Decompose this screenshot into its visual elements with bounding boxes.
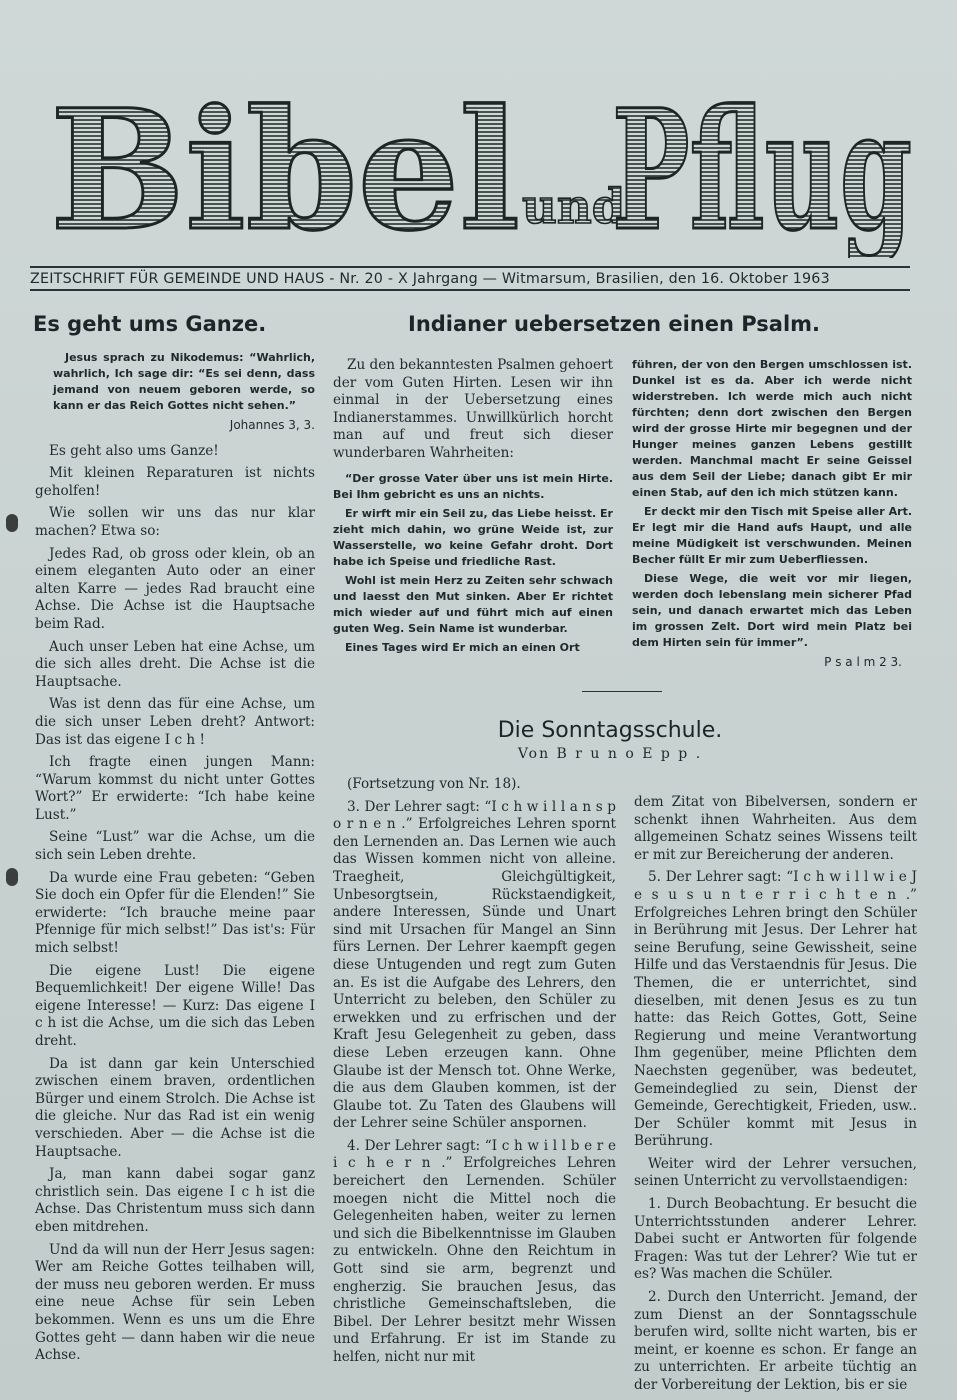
- article3-byline: Von B r u n o E p p .: [517, 746, 703, 762]
- article3-paragraph: 1. Durch Beobachtung. Er besucht die Unterrichtsstunden anderer Lehrer. Dabei sucht er Antworten für folgende Fragen: Was tut der Lehrer? Wie tut er es? Was machen die Schüler.: [634, 1196, 917, 1283]
- article3-paragraph: Weiter wird der Lehrer versuchen, seinen Unterricht zu vervollstaendigen:: [634, 1155, 917, 1190]
- article1-paragraph: Da ist dann gar kein Unterschied zwischen einem braven, ordentlichen Bürger und einem Strolch. Die Achse ist die gleiche. Nur das Rad ist ein wenig verschieden. Aber — die Achse ist die Hauptsache.: [35, 1055, 315, 1160]
- article1-paragraph: Mit kleinen Reparaturen ist nichts geholfen!: [35, 465, 315, 499]
- article1-paragraph: Wie sollen wir uns das nur klar machen? Etwa so:: [35, 505, 315, 539]
- article2-psalm-left: [333, 471, 613, 656]
- article2-intro: Zu den bekanntesten Psalmen gehoert der vom Guten Hirten. Lesen wir ihn einmal in der Uebersetzung eines Indianerstammes. Unwillkürlich horcht man auf und freut sich dieser wunderbaren Wahrheiten:: [333, 357, 613, 461]
- masthead-title-main: Bibel: [50, 73, 520, 258]
- article3-right-column: [634, 794, 917, 1400]
- article1-paragraph: Ich fragte einen jungen Mann: “Warum kommst du nicht unter Gottes Wort?” Er erwiderte: “Ich habe keine Lust.”: [35, 754, 315, 823]
- psalm-paragraph: “Der grosse Vater über uns ist mein Hirte. Bei Ihm gebricht es uns an nichts.: [333, 471, 613, 501]
- article1-paragraph: Es geht also ums Ganze!: [49, 442, 219, 459]
- psalm-paragraph: Er wirft mir ein Seil zu, das Liebe heisst. Er zieht mich dahin, wo grüne Weide ist, zur Wasserstelle, wo keine Gefahr droht. Dort habe ich Speise und friedliche Rast.: [333, 506, 613, 568]
- masthead: [30, 58, 927, 258]
- article3-paragraph: 3. Der Lehrer sagt: “I c h w i l l a n s p o r n e n .” Erfolgreiches Lehren spornt den Lernenden an. Das Lernen wie auch das Wissen kommen nicht von alleine. Traegheit, Gleichgültigkeit, Unbesorgtsein, Rückstaendigkeit, andere Interessen, Sünde und Unart sind mit Ursachen für Mangel an Sinn fürs Lernen. Der Lehrer kaempft gegen diese Untugenden und regt zum Guten an. Es ist die Aufgabe des Lehrers, den Unterricht zu beleben, den Schüler zu erwekken und zu erfrischen und der Kraft Jesu Gelegenheit zu geben, dass diese Leben erzeugen kann. Ohne Glaube ist der Mensch tot. Ohne Werke, die aus dem Glauben kommen, ist der Glaube tot. Zu Taten des Glaubens will der Lehrer seine Schüler anspornen.: [333, 798, 616, 1132]
- article1-paragraph: Seine “Lust” war die Achse, um die sich sein Leben drehte.: [35, 829, 315, 864]
- masthead-logo: [30, 58, 927, 258]
- section-divider: [582, 691, 662, 692]
- masthead-title-und: und: [522, 179, 626, 235]
- article1-quote-ref: Johannes 3, 3.: [229, 418, 315, 432]
- article3-continued: (Fortsetzung von Nr. 18).: [347, 776, 521, 792]
- masthead-title-end: Pflug: [612, 73, 912, 258]
- imprint-line: ZEITSCHRIFT FÜR GEMEINDE UND HAUS - Nr. 20 - X Jahrgang — Witmarsum, Brasilien, den 16. Oktober 1963: [30, 266, 910, 291]
- article1-paragraph: Und da will nun der Herr Jesus sagen: Wer am Reiche Gottes teilhaben will, der muss neu geboren werden. Er muss eine neue Achse für sein Leben bekommen. Wenn es uns um die Ehre Gottes geht — dann haben wir die neue Achse.: [35, 1241, 315, 1364]
- article3-paragraph: 4. Der Lehrer sagt: “I c h w i l l b e r e i c h e r n .” Erfolgreiches Lehren bereichert den Lernenden. Schüler moegen nicht die Mittel noch die Gelegenheiten haben, weiter zu lernen und sich die Bibelkenntnisse im Glauben zu entwickeln. Ohne den Reichtum in Gott sind sie arm, begrenzt und engherzig. Sie brauchen Jesus, das christliche Gemeinschaftsleben, die Bibel. Der Lehrer besitzt mehr Wissen und Erfahrung. Er ist im Stande zu helfen, nicht nur mit: [333, 1137, 616, 1365]
- article3-paragraph: 5. Der Lehrer sagt: “I c h w i l l w i e J e s u s u n t e r r i c h t e n .” Erfolgreiches Lehren bringt den Schüler in Berührung mit Jesus. Der Lehrer hat seine Berufung, seine Gewissheit, seine Hilfe und das Verstaendnis für Jesus. Die Themen, die er unterrichtet, sind dieselben, mit denen Jesus es zu tun hatte: das Reich Gottes, Gott, Seine Regierung und meine Verantwortung Ihm gegenüber, meine Pflichten dem Naechsten gegenüber, was bedeutet, Gemeindeglied zu sein, Dienst der Gemeinde, Gerechtigkeit, Frieden, usw.. Der Schüler kommt mit Jesus in Berührung.: [634, 869, 917, 1150]
- article1-paragraph: Was ist denn das für eine Achse, um die sich unser Leben dreht? Antwort: Das ist das eigene I c h !: [35, 696, 315, 748]
- psalm-paragraph: Er deckt mir den Tisch mit Speise aller Art. Er legt mir die Hand aufs Haupt, und alle meine Müdigkeit ist verschwunden. Meinen Becher füllt Er mir zum Ueberfliessen.: [632, 505, 912, 566]
- psalm-reference: P s a l m 2 3.: [824, 655, 902, 669]
- article2-right-column: [632, 357, 912, 680]
- article1-paragraph: Ja, man kann dabei sogar ganz christlich sein. Das eigene I c h ist die Achse. Das Christentum muss sich dann eben mitdrehen.: [35, 1166, 315, 1235]
- article3-paragraph: 2. Durch den Unterricht. Jemand, der zum Dienst an der Sonntagsschule berufen wird, sollte nicht warten, bis er meint, er koenne es schon. Er fange an zu unterrichten. Er arbeite tüchtig an der Vorbereitung der Lektion, bis er sie: [634, 1289, 917, 1393]
- article3-paragraph: dem Zitat von Bibelversen, sondern er schenkt ihnen Wahrheiten. Aus dem allgemeinen Schatz seines Wissens teilt er mit zur Bereicherung der anderen.: [634, 794, 917, 863]
- article2-left-column: [333, 357, 613, 659]
- psalm-paragraph: Wohl ist mein Herz zu Zeiten sehr schwach und laesst den Mut sinken. Aber Er richtet mich wieder auf und führt mich auf einen guten Weg. Sein Name ist wunderbar.: [333, 573, 613, 635]
- binder-hole-top: [6, 514, 18, 532]
- article1-paragraph: Jedes Rad, ob gross oder klein, ob an einem eleganten Auto oder an einer alten Karre — jedes Rad braucht eine Achse. Die Achse ist die Hauptsache beim Rad.: [35, 545, 315, 632]
- article1-paragraph: Auch unser Leben hat eine Achse, um die sich alles dreht. Die Achse ist die Hauptsache.: [35, 638, 315, 690]
- article1-title: Es geht ums Ganze.: [33, 312, 267, 336]
- binder-hole-bottom: [6, 868, 18, 886]
- article1-paragraph: Da wurde eine Frau gebeten: “Geben Sie doch ein Opfer für die Elenden!” Sie erwiderte: “Ich brauche meine paar Pfennige für mich selbst!” Das ist's: Für mich selbst!: [35, 869, 315, 957]
- psalm-paragraph: Diese Wege, die weit vor mir liegen, werden doch lebenslang mein sicherer Pfad sein, und danach erwartet mich das Leben im grossen Zelt. Dort wird mein Platz bei dem Hirten sein für immer”.: [632, 572, 912, 649]
- psalm-paragraph: Eines Tages wird Er mich an einen Ort: [345, 640, 580, 654]
- psalm-paragraph: führen, der von den Bergen umschlossen ist. Dunkel ist es da. Aber ich werde nicht widerstreben. Ich werde mich auch nicht fürchten; denn dort zwischen den Bergen wird der grosse Hirte mir begegnen und der Hunger meines ganzen Lebens gestillt werden. Manchmal macht Er seine Geissel aus dem Seil der Liebe; danach gibt Er mir einen Stab, auf den ich mich stützen kann.: [632, 358, 912, 499]
- article3-title: Die Sonntagsschule.: [497, 718, 723, 743]
- article1-paragraph: Die eigene Lust! Die eigene Bequemlichkeit! Der eigene Wille! Das eigene Interesse! — Kurz: Das eigene I c h ist die Achse, um die sich das Leben dreht.: [35, 962, 315, 1049]
- article3-left-column: [333, 776, 616, 1372]
- article1-quote-text: Jesus sprach zu Nikodemus: “Wahrlich, wahrlich, Ich sage dir: “Es sei denn, dass jemand von neuem geboren werde, so kann er das Reich Gottes nicht sehen.”: [53, 351, 315, 412]
- article1-column: [35, 350, 315, 1370]
- article2-title: Indianer uebersetzen einen Psalm.: [408, 312, 821, 336]
- article2-psalm-right: [632, 357, 912, 651]
- article1-quote: [35, 350, 315, 414]
